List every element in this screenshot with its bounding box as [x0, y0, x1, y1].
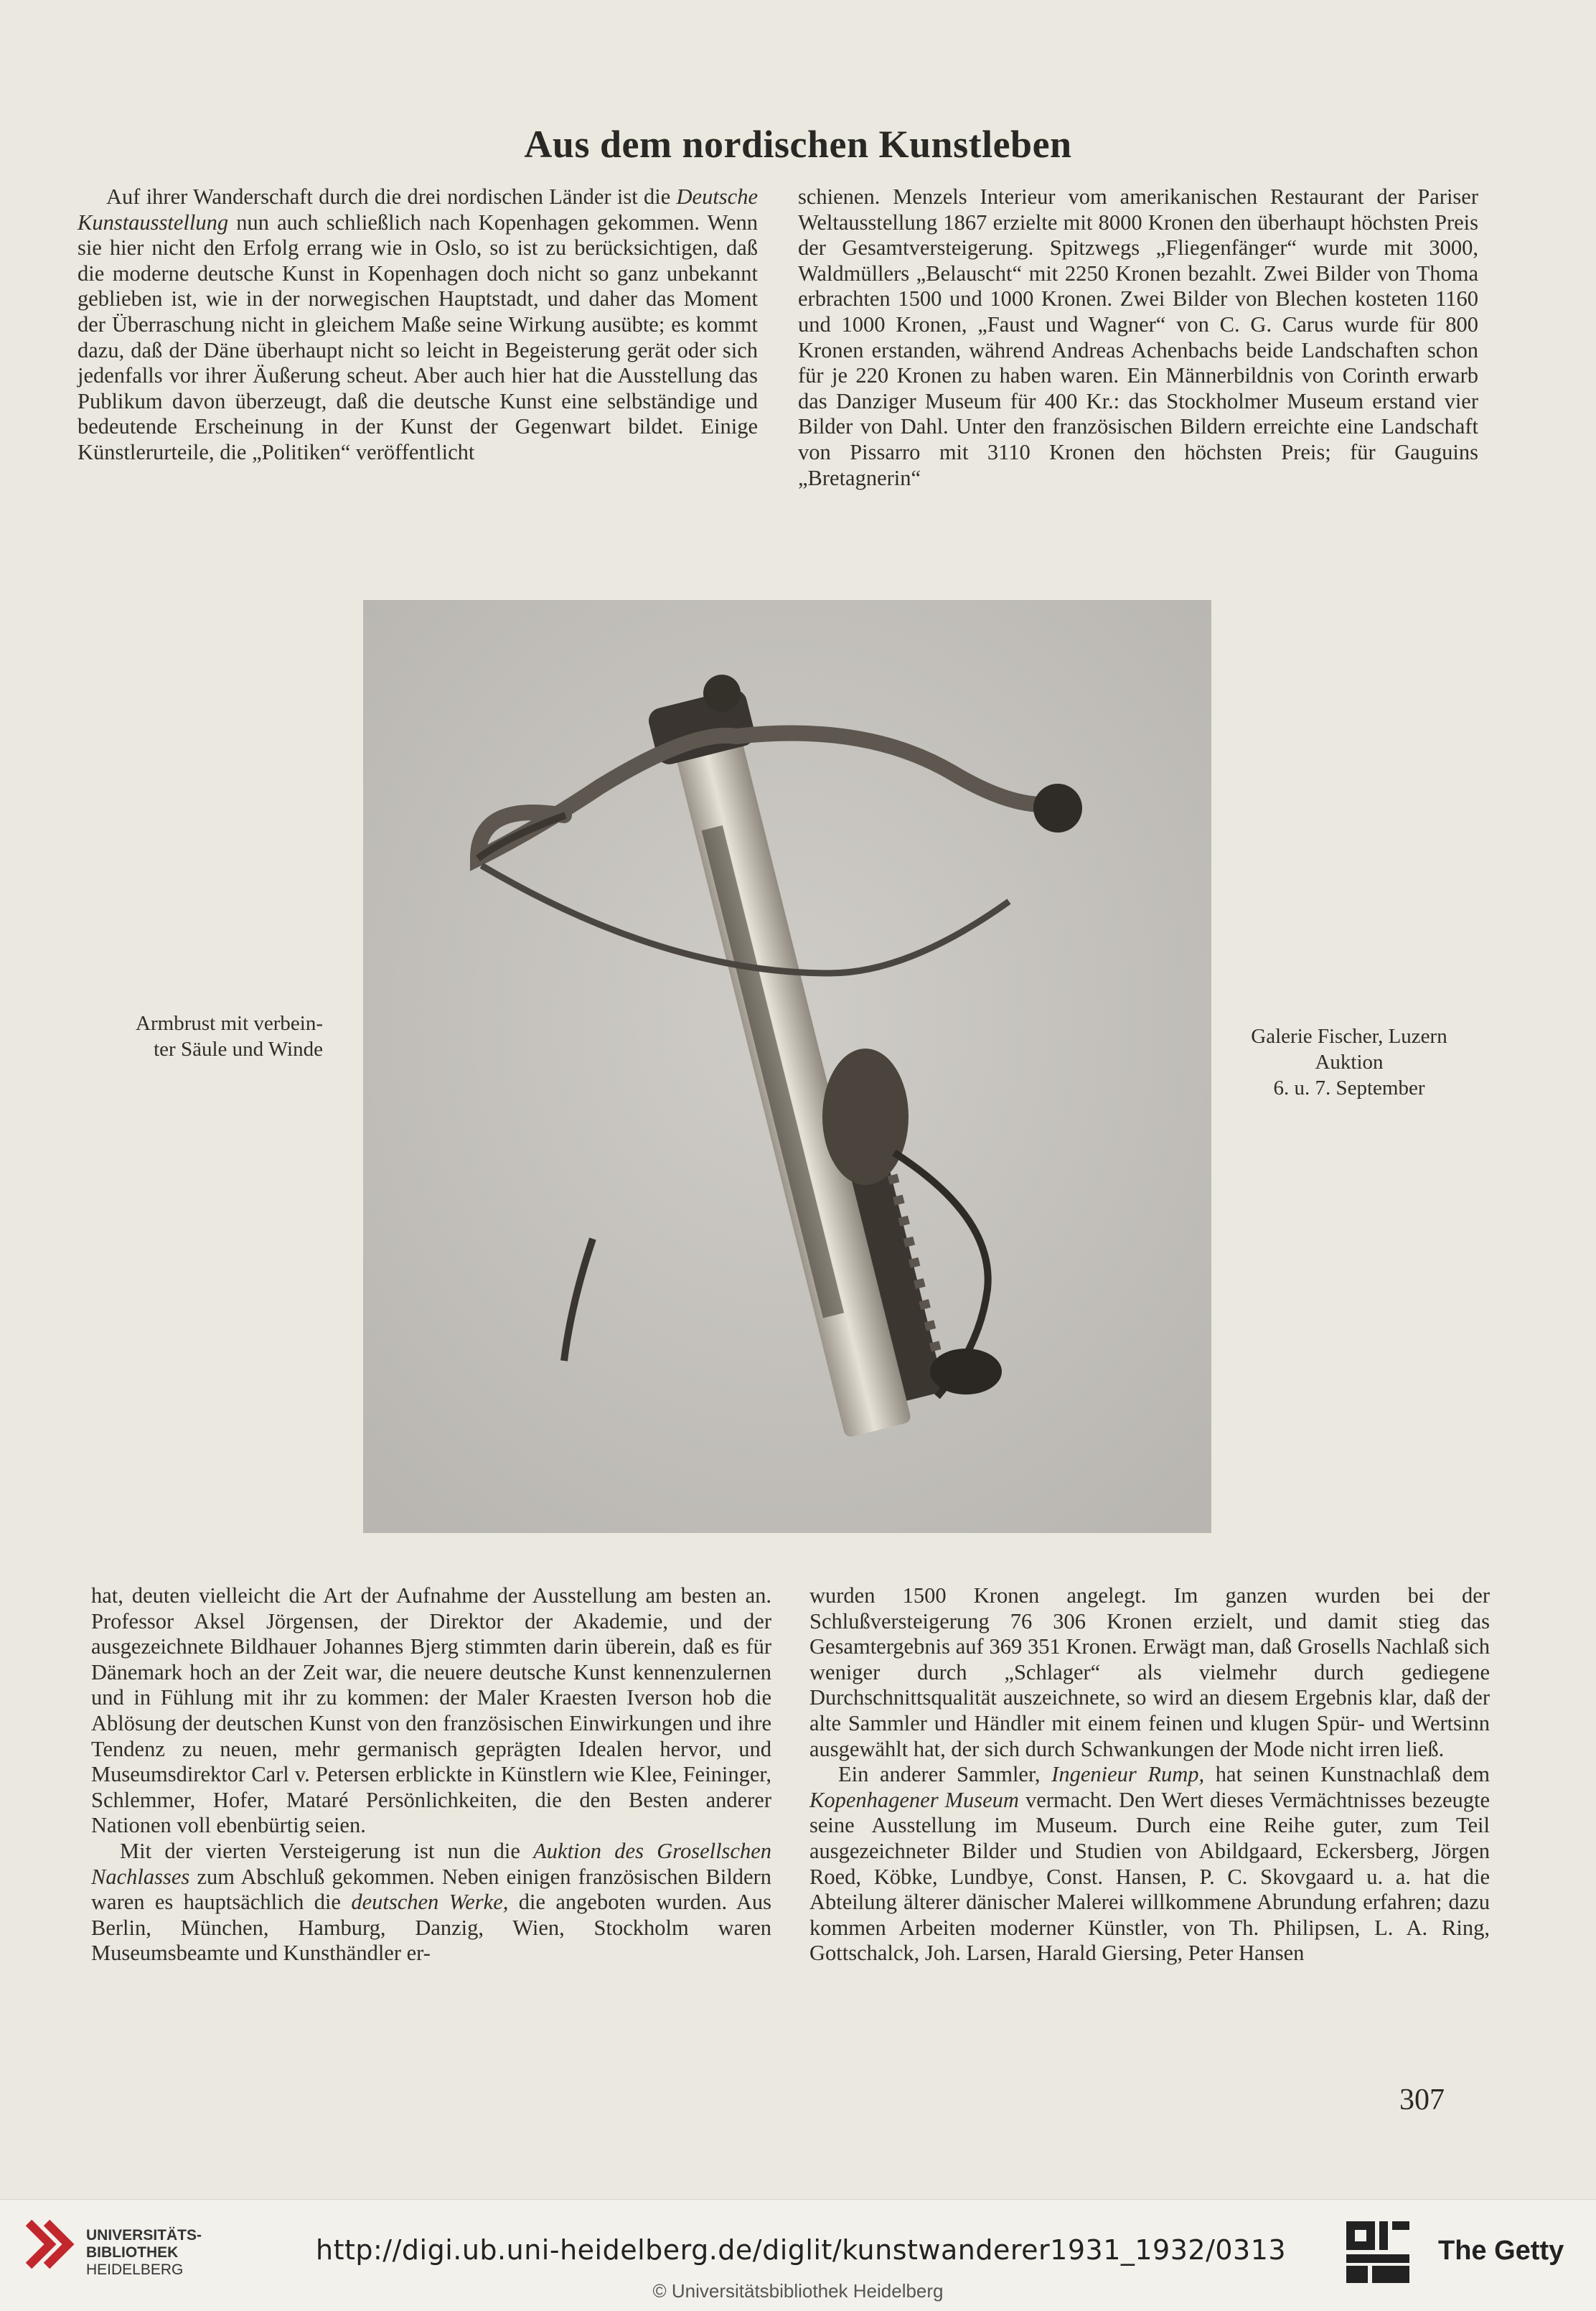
col1-text-a: Auf ihrer Wanderschaft durch die drei nordischen Länder ist die [106, 184, 677, 209]
col3-emphasis-2: deutschen Werke, [351, 1890, 509, 1915]
col3-text-b: zum Abschluß gekommen. Neben einigen französischen Bildern waren es hauptsächlich die [91, 1864, 771, 1915]
caption-right-line-1: Galerie Fischer, Luzern [1251, 1025, 1447, 1048]
copyright-notice: © Universitätsbibliothek Heidelberg [652, 2280, 944, 2302]
text-column-1 [78, 184, 758, 466]
text-column-3 [91, 1583, 771, 1967]
col3-paragraph-2 [91, 1839, 771, 1967]
ub-heidelberg-logo-icon [22, 2216, 79, 2280]
caption-right-line-2: Auktion [1315, 1051, 1384, 1074]
caption-right-line-3: 6. u. 7. September [1273, 1077, 1425, 1100]
page-number: 307 [1399, 2083, 1445, 2117]
col4-emphasis-1: Ingenieur Rump, [1051, 1762, 1205, 1787]
col4-paragraph-1: wurden 1500 Kronen angelegt. Im ganzen wurden bei der Schlußversteigerung 76 306 Kronen erzielt, und damit stieg das Gesamtergebnis auf 369 351 Kronen. Erwägt man, daß Grosells Nachlaß sich weniger durch „Schlager“ als vielmehr durch gediegene Durchschnittsqualität auszeichnete, so wird an diesem Ergebnis klar, daß der alte Sammler und Händler mit einem feinen und klugen Spür- und Wertsinn ausgewählt hat, der sich durch Schwankungen der Mode nicht irren ließ. [809, 1583, 1490, 1761]
library-name [86, 2227, 202, 2279]
col3-text-c: die angeboten wurden. Aus Berlin, München, Hamburg, Danzig, Wien, Stockholm waren Museumsbeamte und Kunsthändler er- [91, 1890, 772, 1966]
photo-caption-left [79, 1011, 323, 1062]
col1-emphasis: Deutsche Kunstausstellung [78, 184, 758, 235]
caption-left-line-2: ter Säule und Winde [154, 1038, 323, 1061]
caption-left-line-1: Armbrust mit verbein- [136, 1012, 323, 1035]
digitization-footer [0, 2199, 1596, 2311]
col3-emphasis-1: Auktion des Grosellschen Nachlasses [91, 1838, 772, 1889]
col4-emphasis-2: Kopenhagener Museum [809, 1787, 1019, 1812]
col4-text-a: Ein anderer Sammler, [838, 1762, 1052, 1787]
article-title: Aus dem nordischen Kunstleben [524, 123, 1072, 166]
library-line-2: BIBLIOTHEK [86, 2244, 179, 2261]
getty-name: The Getty [1438, 2236, 1564, 2266]
library-line-1: UNIVERSITÄTS- [86, 2227, 202, 2244]
text-column-4 [809, 1583, 1490, 1967]
crossbow-photograph [363, 600, 1211, 1533]
col4-text-b: hat seinen Kunstnachlaß dem [1204, 1762, 1490, 1787]
getty-logo-icon [1342, 2216, 1414, 2287]
col3-paragraph-1: hat, deuten vielleicht die Art der Aufnahme der Ausstellung am besten an. Professor Aksel Jörgensen, der Direktor der Akademie, und der ausgezeichnete Bildhauer Johannes Bjerg stimmten darin überein, daß es für Dänemark hoch an der Zeit war, die neuere deutsche Kunst kennenzulernen und in Fühlung mit ihr zu kommen: der Maler Kraesten Iverson hob die Ablösung der deutschen Kunst von den französischen Einwirkungen und ihre Tendenz zu neuen, mehr germanisch geprägten Idealen hervor, und Museumsdirektor Carl v. Petersen erblickte in Künstlern wie Klee, Feininger, Schlemmer, Hofer, Mataré Persönlichkeiten, die den Besten anderer Nationen voll ebenbürtig seien. [91, 1583, 771, 1838]
library-line-3: HEIDELBERG [86, 2261, 184, 2278]
text-column-2 [798, 184, 1478, 491]
col2-text: schienen. Menzels Interieur vom amerikanischen Restaurant der Pariser Weltausstellung 1867 erzielte mit 8000 Kronen den überhaupt höchsten Preis der Gesamtversteigerung. Spitzwegs „Fliegenfänger“ wurde mit 3000, Waldmüllers „Belauscht“ mit 2250 Kronen bezahlt. Zwei Bilder von Thoma erbrachten 1500 und 1000 Kronen. Zwei Bilder von Blechen kosteten 1160 und 1000 Kronen, „Faust und Wagner“ von C. G. Carus wurde für 800 Kronen erstanden, während Andreas Achenbachs beide Landschaften schon für je 220 Kronen zu haben waren. Ein Männerbildnis von Corinth erwarb das Danziger Museum für 400 Kr.: das Stockholmer Museum erstand vier Bilder von Dahl. Unter den französischen Bildern erreichte eine Landschaft von Pissarro mit 3110 Kronen den höchsten Preis; für Gauguins „Bretagnerin“ [798, 184, 1478, 490]
col4-text-c: vermacht. Den Wert dieses Vermächtnisses bezeugte seine Ausstellung im Museum. Durch eine Reihe guter, zum Teil ausgezeichneter Bilder und Studien von Abildgaard, Eckersberg, Jörgen Roed, Köbke, Lundbye, Const. Hansen, P. C. Skovgaard u. a. hat die Abteilung älterer dänischer Malerei willkommene Abrundung erfahren; dazu kommen Arbeiten moderner Künstler, von Th. Philipsen, L. A. Ring, Gottschalck, Joh. Larsen, Harald Giersing, Peter Hansen [809, 1787, 1490, 1966]
col3-text-a: Mit der vierten Versteigerung ist nun die [120, 1838, 534, 1863]
permalink-url[interactable]: http://digi.ub.uni-heidelberg.de/diglit/kunstwanderer1931_1932/0313 [316, 2234, 1287, 2266]
photo-caption-right [1213, 1023, 1485, 1101]
col4-paragraph-2 [809, 1762, 1490, 1967]
col1-text-b: nun auch schließlich nach Kopenhagen gekommen. Wenn sie hier nicht den Erfolg errang wie in Oslo, so ist zu berücksichtigen, daß die moderne deutsche Kunst in Kopenhagen doch nicht so ganz unbekannt geblieben ist, wie in der norwegischen Hauptstadt, und daher das Moment der Überraschung nicht in gleichem Maße seine Wirkung ausübte; es kommt dazu, daß der Däne überhaupt nicht so leicht in Begeisterung gerät oder sich jedenfalls vor ihrer Äußerung scheut. Aber auch hier hat die Ausstellung das Publikum davon überzeugt, daß die deutsche Kunst eine selbständige und bedeutende Erscheinung in der Kunst der Gegenwart bildet. Einige Künstlerurteile, die „Politiken“ veröffentlicht [78, 210, 758, 464]
